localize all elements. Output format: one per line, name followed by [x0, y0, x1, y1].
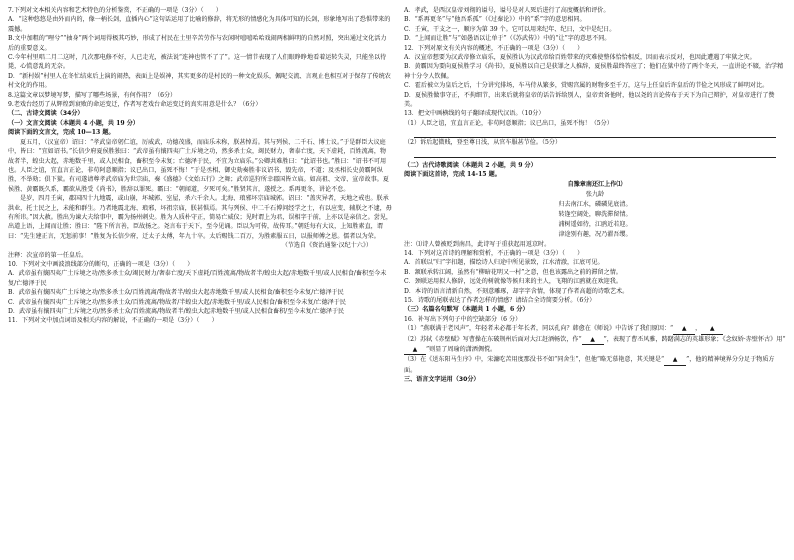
- q9: 9.老戏台经历了从辉煌到衰败的命运变迁，作者写老戏台命运变迁的真实用意是什么？（6分）: [8, 101, 262, 109]
- right-column: [404, 6, 786, 385]
- fill-blank[interactable]: ▲: [404, 345, 426, 355]
- q8: 8.这篇文章以梦境写梦，描写了哪些场景，有何作用？（6分）: [8, 91, 177, 99]
- fill-blank[interactable]: ▲: [701, 324, 723, 334]
- q16-3-text-b: ”，他的精神境界分分足于物质方面。: [404, 356, 775, 374]
- q16-1-text: （1）“燕联满于老风声”，年轻者未必都于年长者，同以孔向？韩愈在《师说》中告诉了我们原因：“: [404, 325, 674, 333]
- q16-item-2: [404, 335, 786, 356]
- q10-option-a: A．武帝虽有攘四夷广土斥境之功/然多杀士众/竭民财力/奢泰亡度/天下虚耗/百姓流离/物故者半/蝗虫大起/赤地数千里/或人民相食/畜积至今未复/亡德泽于民: [8, 270, 387, 287]
- fill-blank[interactable]: ▲: [664, 355, 686, 365]
- poem-line: 津途别有趣，况乃濯吾缨。: [558, 230, 632, 238]
- subsection-3-heading: （三）名篇名句默写（本题共 1 小题，6 分）: [404, 306, 529, 314]
- q12-option-b: B．黄霸因为要向夏侯胜学习《尚书》，夏侯胜以自己是获罪之人推辞，夏侯胜最终答应了；他们在狱中待了两个冬天，一直讲论不辍，治学精神十分令人钦佩。: [404, 63, 784, 80]
- fill-blank[interactable]: ▲: [673, 324, 695, 334]
- poem-line: 转逢空阔处，聊洗滞留情。: [558, 210, 632, 218]
- q13-stem: 13．把文中画横线的句子翻译成现代汉语。（10分）: [404, 110, 545, 118]
- q11-option-b: B．“系再更冬”与“他吾系孤”（《过秦论》）中的“系”字的意思相同。: [404, 16, 586, 24]
- q16-item-3: [404, 355, 786, 375]
- q12-option-a: A．汉宣帝想要为汉武帝修立庙乐，夏侯胜认为汉武帝给百姓带来的灾难使整体恰恰相反，因而表示反对，也因此遭遇了牢狱之灾。: [404, 54, 756, 62]
- subsection-2-instruction: 阅读下面这首诗，完成 14-15 题。: [404, 171, 501, 179]
- q14-option-b: B．颔联承转江阔，虽然有“柳暗花明又一村”之意，但也该露出之前的滞留之情。: [404, 268, 622, 276]
- poem-line: 归去南江水，磷磷见底清。: [558, 200, 632, 208]
- q13-part-1: （1）人臣之谊，宜直言正论，非苟阿意顺指；议已出口，虽死不悔！（5分）: [404, 119, 613, 127]
- q16-1-comma: ，: [695, 325, 702, 333]
- q15: 15．诗歌的尾联表达了作者怎样的情感？请结合全诗简要分析。（6分）: [404, 296, 596, 304]
- q7-stem: 7.下列对文本相关内容和艺术特色的分析鉴赏，不正确的一项是（3分）（ ）: [8, 7, 222, 14]
- q7-option-a: A．“这种悠悠是由外而内的，像一柄长剑，直插内心”这句话运用了比喻的修辞，将无形的情感化为具体可知的长剑，形象地写出了恐惧带来的震撼。: [8, 16, 391, 33]
- q16-stem: 16．补写出下列句子中的空缺部分（6 分）: [404, 315, 522, 323]
- q7-option-b: B.文中加粗的“哩兮”“抽身”两个词用得极其巧妙，形成了村民在土里辛苦劳作与农闲时嘻嘻哈哈戏闹两相鲜明的自然对照，突出通过文化活力后的重要意义。: [8, 35, 387, 52]
- passage-paragraph-1: 夏五月，（汉宣帝）诏曰：“孝武皇帝躬仁谊，厉威武，功德茂盛，而庙乐未称，朕甚悼焉。其与列侯、二千石、博士议。”于是群臣大议庭中，皆曰：“宜如诏书。”长信少府夏侯胜独曰：“武帝虽有攘四夷广土斥境之功，然多杀士众，竭民财力，奢泰亡度，天下虚耗，百姓流离，物故者半，蝗虫大起，赤地数千里，或人民相食，畜积至今未复；亡德泽于民，不宜为立庙乐。”公卿共难胜曰：“此诏书也。”胜曰：“诏书不可用也。人臣之谊，宜直言正论，非苟阿意顺指；议已出口，虽死不悔！”于是丞相、御史劾奏胜非议诏书，毁先帝，不道；及丞相长史黄霸阿纵胜，不举劾；俱下狱。有司遂请尊孝武帝庙为世宗庙，奏《盛德》《文始五行》之舞；武帝巡狩所幸郡国皆立庙。如高祖、文帝、宣帝故事。夏侯胜、黄霸既久系，霸欲从胜受《尚书》，胜辞以罪死。霸曰：“朝闻道，夕死可矣。”胜贤其言，遂授之。系再更冬，讲论不怠。: [8, 138, 389, 193]
- section-2-heading: （二、古诗文阅读（34分）: [8, 110, 84, 118]
- q16-2-text: （2）苏轼《赤壁赋》写曹操在东破荆州后面对大江赶酒畅饮，作“: [404, 335, 582, 343]
- q10-stem: 10．下列对文中画波浪线部分的断句，正确的一项是（3分）（ ）: [8, 260, 194, 268]
- poem-line: 浦树遥如待，江鸥近若迎。: [558, 220, 632, 228]
- q14-option-a: A．首联以“归”字扣题，描绘诗人归途中所见景致，江水清澈，江底可见。: [404, 259, 604, 267]
- fill-blank[interactable]: ▲: [582, 335, 604, 345]
- q16-3-text: （3）在《送东阳马生序》中，宋濂吃苦用度那没书不如“同舍生”，但他“略无慕艳意，其关键是“: [404, 356, 665, 364]
- q10-option-c: C．武帝虽有攘四夷广土斥境之功/然多杀士众/百姓流离/物故者/半蝗虫大起/赤地数千里/或人民相食/畜积至今未复/亡德泽于民: [8, 298, 346, 306]
- q16-2-text-b: ”，表现了曹丕风雅，踌躇满志的英雄形象；《念奴娇·赤壁怀古》用“: [603, 335, 786, 343]
- q11-option-c: C．壬寅，干支之一，顺序为第 39 个。它可以用来纪年、纪日，文中是纪日。: [404, 25, 616, 33]
- left-column: [8, 6, 392, 326]
- q14-option-c: C．颈联运用拟人修辞，远处的树就像等候归来的主人，飞翔的江鸥就在欢迎我。: [404, 278, 622, 286]
- subsection-1-heading: （一）文言文阅读（本题共 4 小题，共 19 分）: [8, 119, 139, 127]
- poem-note: 注：⑴诗人曾被贬到南昌，此诗写于重获起用返京时。: [404, 240, 551, 248]
- q7-option-d: D．“新村娱”村里人在冬忙结束后上演的闹热，表面上是娱神，其实更多的是村民的一种文化娱乐，佩呢交流、言观止也相互对于保存了传统农村文化的作用。: [8, 72, 391, 90]
- q12-option-c: C．霍后被立为皇后之后，十分讲究排场，车马侍从繁多，赏赐宫属的财物多至千万，这与上任皇后许皇后的节俭之风形成了鲜明对比。: [404, 82, 769, 90]
- q16-item-1: [404, 324, 786, 334]
- q12-stem: 12．下列对原文有关内容的概述，不正确的一项是（3分）（ ）: [404, 44, 584, 52]
- q12-option-d: D．夏侯胜做事守正，不拘细节，出来后就将皇帝的话告诉给别人，皇帝责备他时，他以尧的言论传布于天下为自己辩护，对皇帝进行了赞美。: [404, 91, 775, 109]
- q16-2-text-c: ”则显了周瑜的潇洒倜傥。: [426, 345, 497, 353]
- q11-stem: 11．下列对文中加点词语及相关内容的解说，不正确的一项是（3分）（ ）: [8, 317, 218, 325]
- subsection-2-heading: （二）古代诗歌阅读（本题共 2 小题，共 9 分）: [404, 161, 537, 169]
- passage-note: 注释：次宣帝的第一任皇后。: [8, 251, 88, 259]
- q13-part-2: （2）诉后起微贱，登至尊日浅，从官车服甚节俭。（5分）: [404, 139, 562, 147]
- q11-option-a: A．孝武，是西汉皇帝刘彻的谥号，谥号是对人死后进行了高度概括和评价。: [404, 7, 610, 14]
- q11-option-d: D．“上闻而让胜”与“如愚语以让单于”（《苏武传》）中的“让”字的意思不同。: [404, 35, 611, 43]
- passage-source: （节选自《资治通鉴·汉纪十六》）: [281, 242, 372, 250]
- passage-paragraph-2: 是岁，四月壬寅，郡国四十九地震，或山崩，坏城郭、室屋，杀六千余人。北海、琅邪坏宗庙城郭。诏曰：“盖灾异者，天地之戒也。朕承洪业，托士民之上，未能和群生。乃者地震北海、琅邪，坏祖宗庙，朕甚惧焉。其与列侯、中二千石博问经学之士，有以应变，辅朕之不逮，毋有所讳。”因大赦。胜出为谏大夫给事中，霸为扬州刺史。胜为人质朴守正，简易亡威仪；见时谓上为君，误相字于前，上亦以是亲信之。尝见，出道上语，上闻而让胜；胜曰：“陛下所言善，臣故扬之。尧言布于天下，至今见诵。臣以为可传，故传耳。”朝廷每有大议，上知胜素直，谓曰：“先生建正言，无惩前事！”胜复为长信少府，迁太子太傅，年九十卒。太后赐钱二百万，为胜素服五日，以报师傅之恩。儒者以为荣。: [8, 195, 392, 240]
- q10-option-b: B．武帝虽有攘四夷广土斥境之功/然多杀士众/百姓流离/物故者半/蝗虫大起赤地数千里/或人民相食/畜积至今未复/亡德泽于民: [8, 289, 344, 297]
- subsection-1-instruction: 阅读下面的文言文，完成 10—13 题。: [8, 129, 115, 137]
- q14-option-d: D．本诗的语言清新自然，不刻意雕琢，却字字含情，体现了作者高超的诗歌艺术。: [404, 287, 629, 295]
- q14-stem: 14．下列对这首诗的理解和赏析，不正确的一项是（3分）（ ）: [404, 249, 584, 257]
- section-3-heading: 三、语言文字运用（30分）: [404, 376, 480, 384]
- poem-title: 自豫章南还江上作⑴: [567, 180, 623, 188]
- q7-option-c: C.今年村里唱二月二这时，几次那电修不好，人已走光，被法说“连神也管不了了”。这一情节表现了人们眼睁睁地看着运转失灵，只能坐以待毙，心慌意乱的无奈。: [8, 54, 387, 71]
- answer-line[interactable]: [414, 128, 776, 138]
- answer-line[interactable]: [414, 148, 776, 158]
- q10-option-d: D．武帝虽有攘四夷广土斥境之功/然多杀士众/百姓流离/物故者半/蝗虫大起赤地数千里/或人民相食畜积/至今未复/亡德泽于民: [8, 308, 345, 315]
- poem-author: 张九龄: [585, 190, 605, 198]
